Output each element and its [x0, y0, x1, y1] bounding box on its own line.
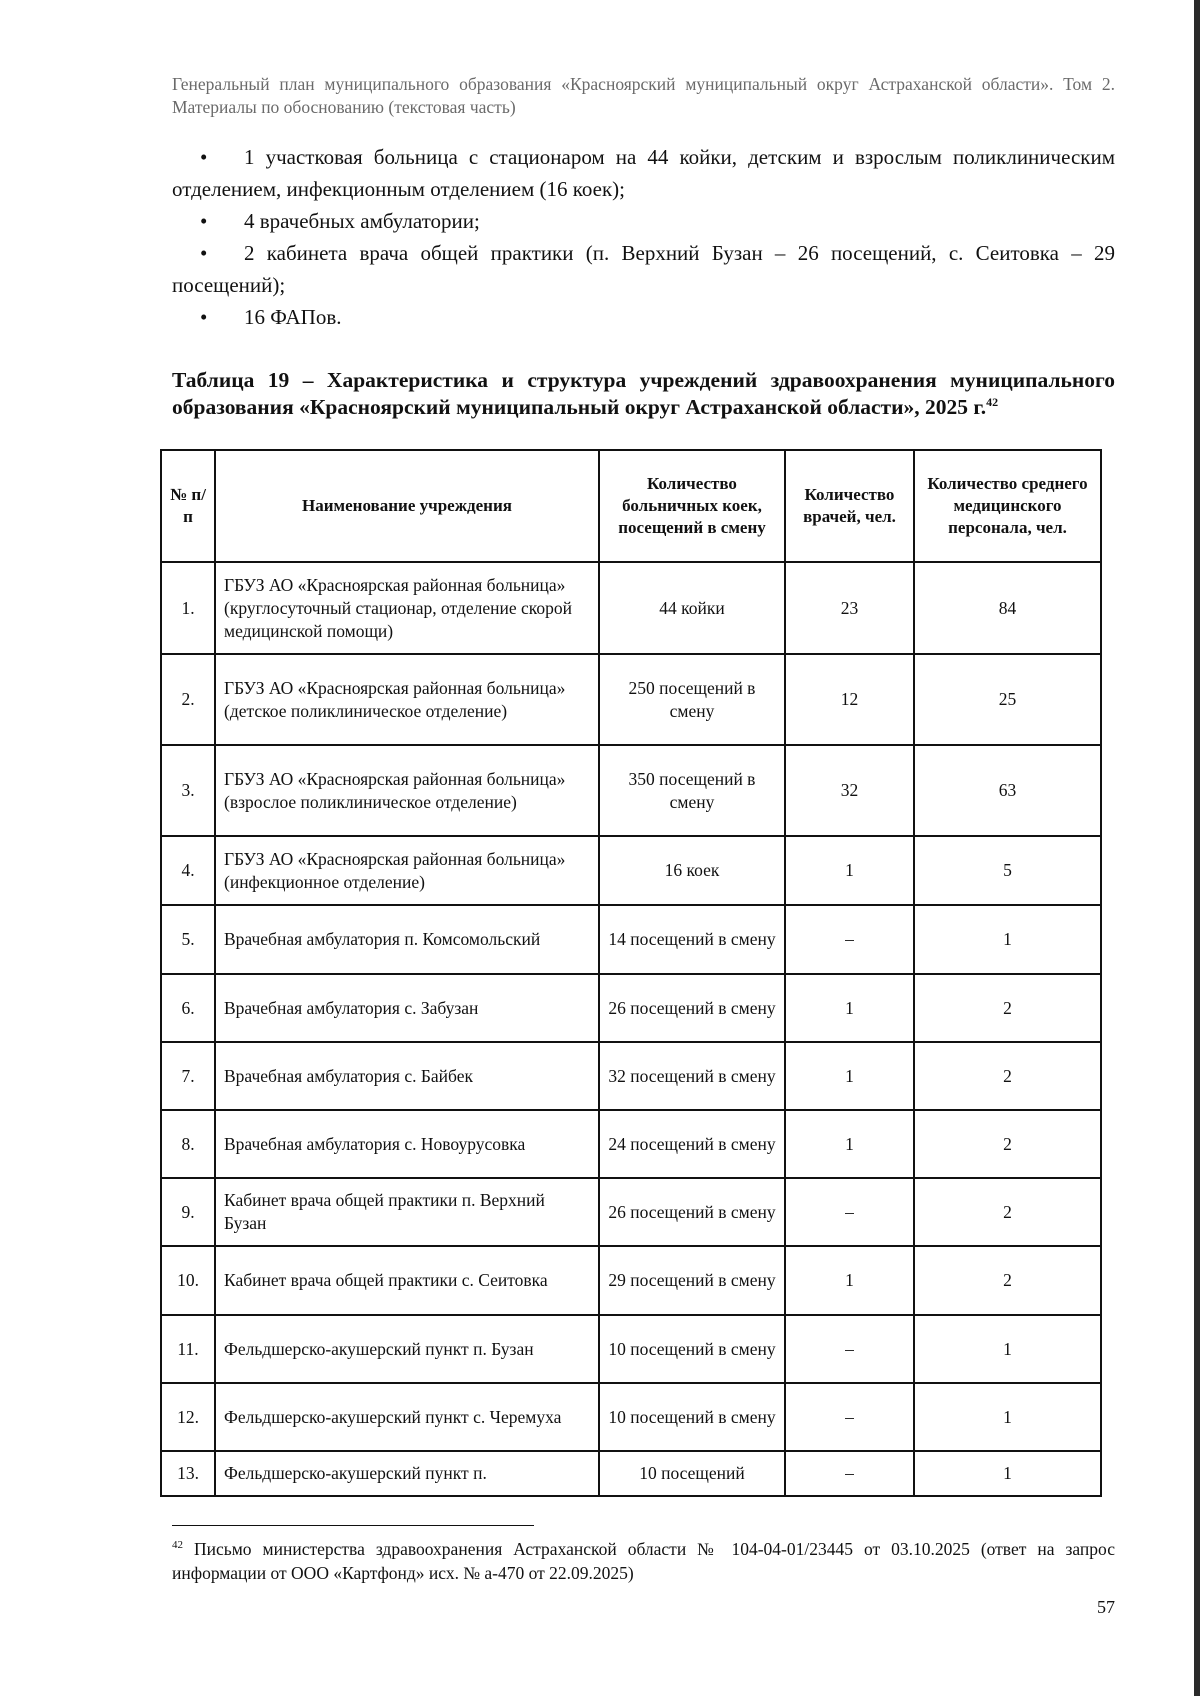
row-number: 10.	[161, 1246, 215, 1315]
footnote-separator	[172, 1525, 534, 1526]
capacity: 10 посещений в смену	[599, 1383, 785, 1451]
doctors-count: 1	[785, 1246, 914, 1315]
capacity: 26 посещений в смену	[599, 974, 785, 1042]
facility-name: Фельдшерско-акушерский пункт п.	[215, 1451, 599, 1496]
list-item-text: 4 врачебных амбулатории;	[244, 209, 480, 233]
facility-name: ГБУЗ АО «Красноярская районная больница» (инфекционное отделение)	[215, 836, 599, 905]
footnote-text: Письмо министерства здравоохранения Астраханской области № 104-04-01/23445 от 03.10.2025 (ответ на запрос информации от ООО «Картфонд» исх. № а-470 от 22.09.2025)	[172, 1539, 1115, 1583]
list-item	[172, 205, 1115, 237]
column-header-doctors: Количество врачей, чел.	[785, 450, 914, 562]
capacity: 350 посещений в смену	[599, 745, 785, 836]
facility-name: Фельдшерско-акушерский пункт п. Бузан	[215, 1315, 599, 1383]
footnote	[172, 1537, 1115, 1585]
running-header: Генеральный план муниципального образования «Красноярский муниципальный округ Астраханской области». Том 2. Материалы по обоснованию (текстовая часть)	[172, 74, 1115, 117]
doctors-count: –	[785, 1451, 914, 1496]
doctors-count: 1	[785, 836, 914, 905]
table-row	[161, 745, 1101, 836]
row-number: 5.	[161, 905, 215, 974]
column-header-number: № п/п	[161, 450, 215, 562]
doctors-count: 32	[785, 745, 914, 836]
nurses-count: 2	[914, 1178, 1101, 1246]
row-number: 7.	[161, 1042, 215, 1110]
table-row	[161, 1315, 1101, 1383]
row-number: 3.	[161, 745, 215, 836]
facility-name: Врачебная амбулатория п. Комсомольский	[215, 905, 599, 974]
doctors-count: 1	[785, 974, 914, 1042]
table-row	[161, 654, 1101, 745]
nurses-count: 1	[914, 905, 1101, 974]
capacity: 26 посещений в смену	[599, 1178, 785, 1246]
row-number: 12.	[161, 1383, 215, 1451]
column-header-capacity: Количество больничных коек, посещений в смену	[599, 450, 785, 562]
bullet-marker: •	[200, 145, 208, 169]
nurses-count: 1	[914, 1315, 1101, 1383]
page-edge	[1194, 0, 1200, 1696]
nurses-count: 84	[914, 562, 1101, 654]
page-number: 57	[1097, 1597, 1115, 1617]
table-row	[161, 905, 1101, 974]
capacity: 29 посещений в смену	[599, 1246, 785, 1315]
table-row	[161, 836, 1101, 905]
footnote-reference[interactable]: 42	[986, 394, 999, 409]
doctors-count: –	[785, 1178, 914, 1246]
nurses-count: 5	[914, 836, 1101, 905]
capacity: 10 посещений в смену	[599, 1315, 785, 1383]
table-row	[161, 1383, 1101, 1451]
capacity: 24 посещений в смену	[599, 1110, 785, 1178]
row-number: 11.	[161, 1315, 215, 1383]
facility-name: Кабинет врача общей практики с. Сеитовка	[215, 1246, 599, 1315]
nurses-count: 2	[914, 1246, 1101, 1315]
capacity: 32 посещений в смену	[599, 1042, 785, 1110]
facility-name: Фельдшерско-акушерский пункт с. Черемуха	[215, 1383, 599, 1451]
table-row	[161, 1110, 1101, 1178]
row-number: 1.	[161, 562, 215, 654]
table-row	[161, 1451, 1101, 1496]
column-header-name: Наименование учреждения	[215, 450, 599, 562]
row-number: 4.	[161, 836, 215, 905]
table-row	[161, 974, 1101, 1042]
bullet-list	[172, 141, 1115, 333]
list-item-text: 16 ФАПов.	[244, 305, 342, 329]
doctors-count: 1	[785, 1042, 914, 1110]
capacity: 250 посещений в смену	[599, 654, 785, 745]
list-item	[172, 141, 1115, 205]
doctors-count: 12	[785, 654, 914, 745]
nurses-count: 2	[914, 974, 1101, 1042]
healthcare-facilities-table	[160, 449, 1102, 1497]
facility-name: ГБУЗ АО «Красноярская районная больница» (круглосуточный стационар, отделение скорой медицинской помощи)	[215, 562, 599, 654]
doctors-count: –	[785, 1383, 914, 1451]
facility-name: ГБУЗ АО «Красноярская районная больница» (взрослое поликлиническое отделение)	[215, 745, 599, 836]
facility-name: Врачебная амбулатория с. Байбек	[215, 1042, 599, 1110]
row-number: 6.	[161, 974, 215, 1042]
list-item	[172, 301, 1115, 333]
bullet-marker: •	[200, 209, 208, 233]
doctors-count: 1	[785, 1110, 914, 1178]
list-item-text: 2 кабинета врача общей практики (п. Верхний Бузан – 26 посещений, с. Сеитовка – 29 посещений);	[172, 241, 1115, 297]
nurses-count: 2	[914, 1042, 1101, 1110]
list-item	[172, 237, 1115, 301]
facility-name: Врачебная амбулатория с. Забузан	[215, 974, 599, 1042]
row-number: 9.	[161, 1178, 215, 1246]
doctors-count: –	[785, 1315, 914, 1383]
capacity: 44 койки	[599, 562, 785, 654]
facility-name: Врачебная амбулатория с. Новоурусовка	[215, 1110, 599, 1178]
row-number: 2.	[161, 654, 215, 745]
table-row	[161, 562, 1101, 654]
doctors-count: 23	[785, 562, 914, 654]
table-row	[161, 1178, 1101, 1246]
nurses-count: 1	[914, 1451, 1101, 1496]
nurses-count: 1	[914, 1383, 1101, 1451]
nurses-count: 2	[914, 1110, 1101, 1178]
capacity: 14 посещений в смену	[599, 905, 785, 974]
table-row	[161, 1246, 1101, 1315]
footnote-number: 42	[172, 1539, 183, 1552]
table-row	[161, 1042, 1101, 1110]
facility-name: Кабинет врача общей практики п. Верхний Бузан	[215, 1178, 599, 1246]
nurses-count: 63	[914, 745, 1101, 836]
table-header-row	[161, 450, 1101, 562]
capacity: 10 посещений	[599, 1451, 785, 1496]
bullet-marker: •	[200, 241, 208, 265]
row-number: 13.	[161, 1451, 215, 1496]
capacity: 16 коек	[599, 836, 785, 905]
list-item-text: 1 участковая больница с стационаром на 44 койки, детским и взрослым поликлиническим отделением, инфекционным отделением (16 коек);	[172, 145, 1115, 201]
table-caption	[172, 367, 1115, 421]
column-header-nurses: Количество среднего медицинского персонала, чел.	[914, 450, 1101, 562]
row-number: 8.	[161, 1110, 215, 1178]
bullet-marker: •	[200, 305, 208, 329]
table-caption-text: Таблица 19 – Характеристика и структура учреждений здравоохранения муниципального образования «Красноярский муниципальный округ Астраханской области», 2025 г.	[172, 368, 1115, 419]
doctors-count: –	[785, 905, 914, 974]
nurses-count: 25	[914, 654, 1101, 745]
facility-name: ГБУЗ АО «Красноярская районная больница» (детское поликлиническое отделение)	[215, 654, 599, 745]
